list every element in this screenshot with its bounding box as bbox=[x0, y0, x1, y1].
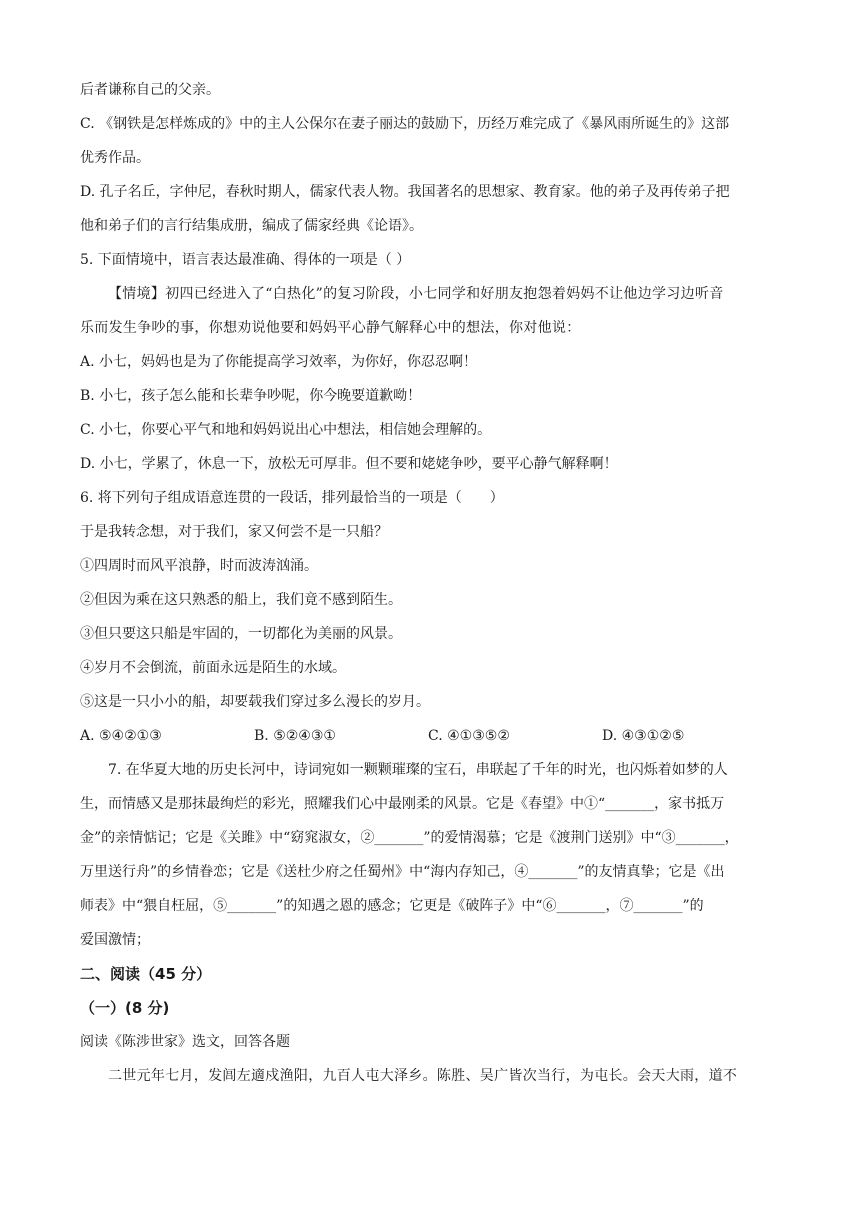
question-5: 5. 下面情境中，语言表达最准确、得体的一项是（ ） bbox=[80, 252, 411, 268]
question-7-text: 师表》中“猥自枉屈，⑤_______”的知遇之恩的感念；它更是《破阵子》中“⑥_______，⑦_______”的 bbox=[80, 898, 704, 914]
subsection-heading: （一）(8 分) bbox=[80, 999, 170, 1017]
question-6-sentence: ①四周时而风平浪静，时而波涛汹涌。 bbox=[80, 558, 318, 574]
question-6-sentence: ⑤这是一只小小的船，却要载我们穿过多么漫长的岁月。 bbox=[80, 694, 430, 710]
question-7-text: 爱国激情； bbox=[80, 932, 150, 948]
option-c-line: C. 《钢铁是怎样炼成的》中的主人公保尔在妻子丽达的鼓励下，历经万难完成了《暴风雨所诞生的》这部 bbox=[80, 116, 730, 132]
question-6-lead: 于是我转念想，对于我们，家又何尝不是一只船？ bbox=[80, 524, 388, 540]
text-line: 他和弟子们的言行结集成册，编成了儒家经典《论语》。 bbox=[80, 218, 423, 234]
question-7-text: 万里送行舟”的乡情眷恋；它是《送杜少府之任蜀州》中“海内存知己，④_______”的友情真挚；它是《出 bbox=[80, 864, 725, 880]
question-7-text: 金”的亲情惦记；它是《关雎》中“窈窕淑女，②_______”的爱情渴慕；它是《渡荆门送别》中“③_______， bbox=[80, 830, 739, 846]
question-5-option-b: B. 小七，孩子怎么能和长辈争吵呢，你今晚要道歉呦！ bbox=[80, 388, 422, 404]
question-7-text: 生，而情感又是那抹最绚烂的彩光，照耀我们心中最刚柔的风景。它是《春望》中①“_______，家书抵万 bbox=[80, 796, 725, 812]
reading-passage: 二世元年七月，发闾左適戍渔阳，九百人屯大泽乡。陈胜、吴广皆次当行，为屯长。会天大雨，道不 bbox=[108, 1068, 738, 1084]
question-6: 6. 将下列句子组成语意连贯的一段话，排列最恰当的一项是（ ） bbox=[80, 490, 504, 506]
text-line: 后者谦称自己的父亲。 bbox=[80, 82, 220, 98]
question-5-option-a: A. 小七，妈妈也是为了你能提高学习效率，为你好，你忍忍啊！ bbox=[80, 354, 478, 370]
question-6-options bbox=[80, 726, 785, 760]
question-6-sentence: ③但只要这只船是牢固的，一切都化为美丽的风景。 bbox=[80, 626, 402, 642]
question-6-option-b: B. ⑤②④③① bbox=[254, 728, 336, 744]
text-line: 优秀作品。 bbox=[80, 150, 150, 166]
question-6-option-d: D. ④③①②⑤ bbox=[602, 728, 685, 744]
question-5-context: 乐而发生争吵的事，你想劝说他要和妈妈平心静气解释心中的想法，你对他说： bbox=[80, 320, 581, 336]
question-5-option-c: C. 小七，你要心平气和地和妈妈说出心中想法，相信她会理解的。 bbox=[80, 422, 492, 438]
question-6-option-a: A. ⑤④②①③ bbox=[80, 728, 162, 744]
reading-instruction: 阅读《陈涉世家》选文，回答各题 bbox=[80, 1034, 290, 1050]
section-heading: 二、阅读（45 分） bbox=[80, 965, 212, 983]
question-7: 7. 在华夏大地的历史长河中，诗词宛如一颗颗璀璨的宝石，串联起了千年的时光，也闪烁着如梦的人 bbox=[108, 762, 728, 778]
question-5-context: 【情境】初四已经进入了“白热化”的复习阶段，小七同学和好朋友抱怨着妈妈不让他边学习边听音 bbox=[108, 286, 724, 302]
question-6-sentence: ②但因为乘在这只熟悉的船上，我们竟不感到陌生。 bbox=[80, 592, 402, 608]
option-d-line: D. 孔子名丘，字仲尼，春秋时期人，儒家代表人物。我国著名的思想家、教育家。他的弟子及再传弟子把 bbox=[80, 184, 730, 200]
question-6-sentence: ④岁月不会倒流，前面永远是陌生的水域。 bbox=[80, 660, 346, 676]
question-6-option-c: C. ④①③⑤② bbox=[428, 728, 510, 744]
question-5-option-d: D. 小七，学累了，休息一下，放松无可厚非。但不要和姥姥争吵，要平心静气解释啊！ bbox=[80, 456, 618, 472]
document-page bbox=[80, 80, 785, 1100]
